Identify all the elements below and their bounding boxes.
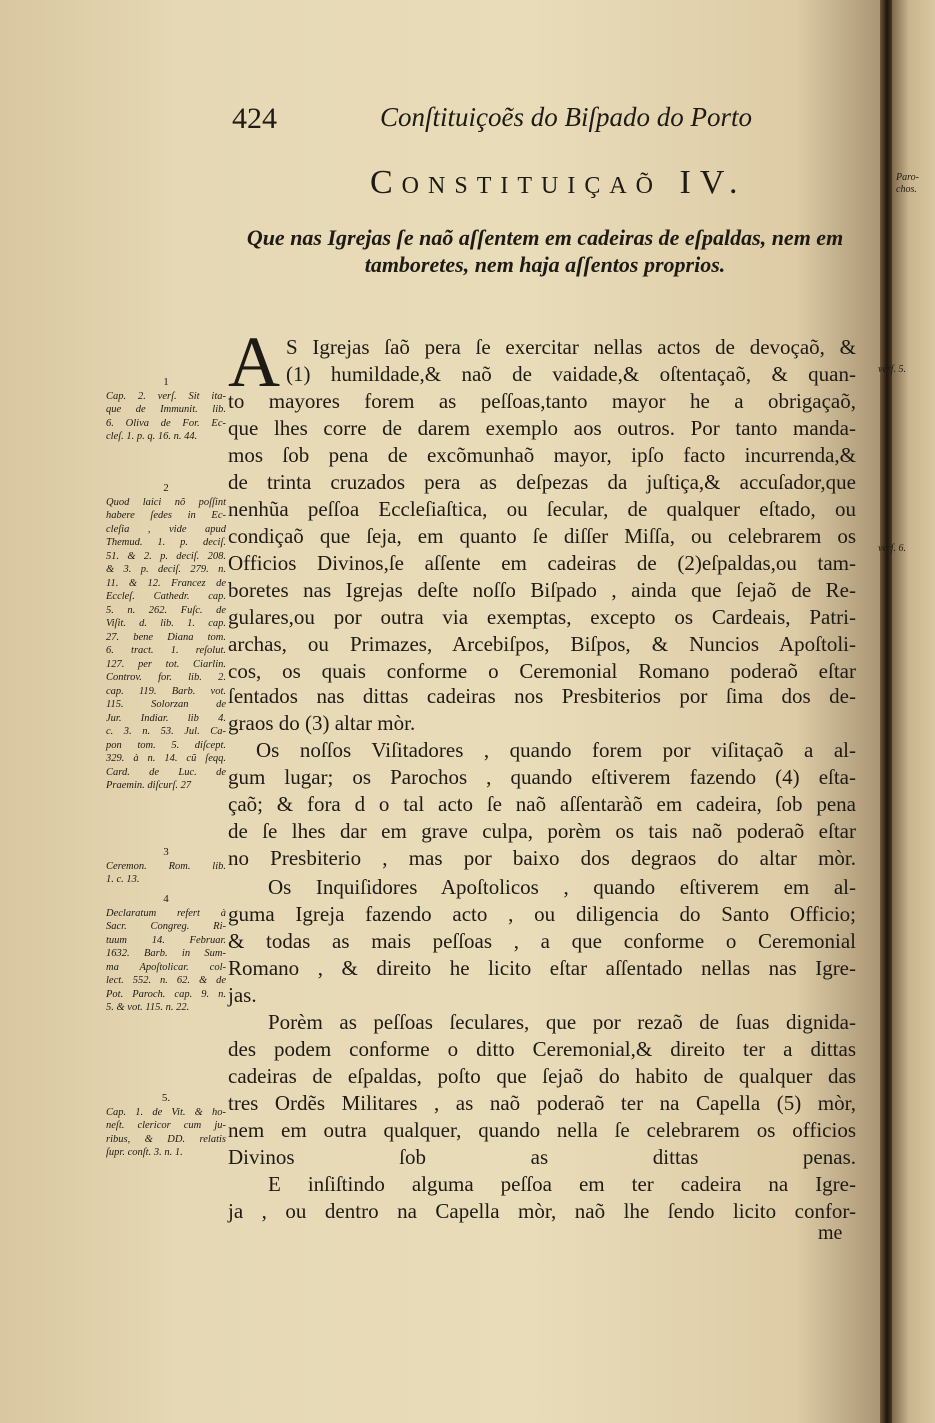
body-line: cadeiras de eſpaldas, poſto que ſejaõ do habito de qualquer das xyxy=(228,1064,856,1088)
subtitle-line: tamboretes, nem haja aſſentos proprios. xyxy=(364,252,726,277)
subtitle-line: Que nas Igrejas ſe naõ aſſentem em cadeiras de eſpaldas, nem em xyxy=(246,225,844,250)
note-line: 115. Solorzan de xyxy=(106,699,226,710)
body-line: guma Igreja fazendo acto , ou diligencia do Santo Officio; xyxy=(228,902,856,926)
body-line: to mayores forem as peſſoas,tanto mayor he a obrigaçaõ, xyxy=(228,389,856,413)
note-number: 4 xyxy=(163,893,169,905)
catchword: me xyxy=(818,1222,843,1244)
note-line: tuum 14. Februar. xyxy=(106,934,226,946)
body-line: que lhes corre de darem exemplo aos outros. Por tanto manda- xyxy=(228,416,856,440)
body-line: Officios Divinos,ſe aſſente em cadeiras de (2)eſpaldas,ou tam- xyxy=(228,551,856,575)
note-line: 5. n. 262. Fuſc. de xyxy=(106,604,226,616)
note-line: Card. de Luc. de xyxy=(106,766,226,778)
body-line: no Presbiterio , mas por baixo dos degraos do altar mòr. xyxy=(228,846,856,870)
note-line: ribus, & DD. relatis xyxy=(106,1133,226,1145)
marginal-note xyxy=(106,482,226,793)
body-line: tres Ordẽs Militares , as naõ poderaõ ter na Capella (5) mòr, xyxy=(228,1091,856,1115)
body-line: E inſiſtindo alguma peſſoa em ter cadeira na Igre- xyxy=(268,1172,856,1196)
note-line: habere ſedes in Ec- xyxy=(106,510,226,521)
note-line: Ceremon. Rom. lib. xyxy=(106,860,226,872)
note-line: Declaratum refert à xyxy=(106,907,226,919)
body-line: archas, ou Primazes, Arcebiſpos, Biſpos, & Nuncios Apoſtoli- xyxy=(228,632,856,656)
body-line: çaõ; & fora d o tal acto ſe naõ aſſentaràõ em cadeira, ſob pena xyxy=(228,792,856,816)
note-line: ſupr. conſt. 3. n. 1. xyxy=(106,1147,183,1158)
note-line: neſt. clericor cum ju- xyxy=(106,1120,226,1131)
page-number: 424 xyxy=(232,102,277,135)
body-line: jas. xyxy=(228,983,257,1007)
note-line: cap. 119. Barb. vot. xyxy=(106,685,226,697)
body-line: Os noſſos Viſitadores , quando forem por viſitaçaõ a al- xyxy=(256,738,856,762)
body-line: mos ſob pena de excõmunhaõ mayor, ipſo facto incurrenda,& xyxy=(228,443,856,467)
note-line: 11. & 12. Francez de xyxy=(106,577,226,589)
note-line: cleſ. 1. p. q. 16. n. 44. xyxy=(106,431,198,442)
marginal-note xyxy=(106,893,226,1015)
note-line: Cap. 1. de Vit. & ho- xyxy=(106,1106,226,1118)
marginal-note xyxy=(106,1092,226,1160)
note-line: 1. c. 13. xyxy=(106,874,140,885)
body-line: des podem conforme o ditto Ceremonial,& direito ter a dittas xyxy=(228,1037,856,1061)
note-line: 51. & 2. p. deciſ. 208. xyxy=(106,550,226,562)
body-line: ja , ou dentro na Capella mòr, naõ lhe ſendo licito confor- xyxy=(228,1199,856,1223)
body-line: nenhũa peſſoa Eccleſiaſtica, ou ſecular, de qualquer eſtado, ou xyxy=(228,497,856,521)
note-line: 127. per tot. Ciarlin. xyxy=(106,658,226,670)
body-line: S Igrejas ſaõ pera ſe exercitar nellas actos de devoçaõ, & xyxy=(286,335,856,359)
chapter-title: Constituiçaõ IV. xyxy=(370,164,747,201)
body-line: Divinos ſob as dittas penas. xyxy=(228,1145,856,1169)
note-line: 329. à n. 14. cũ ſeqq. xyxy=(106,753,226,764)
body-line: de trinta cruzados pera as deſpezas da juſtiça,& accuſador,que xyxy=(228,470,856,494)
body-line: condiçaõ que ſeja, em quanto ſe diſſer Miſſa, ou celebrarem os xyxy=(228,524,856,548)
note-line: Cap. 2. verſ. Sit ita- xyxy=(106,390,226,402)
note-number: 3 xyxy=(163,846,169,858)
body-line: gum lugar; os Parochos , quando eſtiverem fazendo (4) eſta- xyxy=(228,765,856,789)
note-line: Themud. 1. p. deciſ. xyxy=(106,537,226,548)
drop-cap: A xyxy=(228,322,280,402)
note-line: cleſia , vide apud xyxy=(106,523,226,535)
note-line: 1632. Barb. in Sum- xyxy=(106,948,226,959)
note-line: 6. tract. 1. reſolut. xyxy=(106,645,226,656)
note-line: ma Apoſtolicar. col- xyxy=(106,961,226,973)
note-line: Viſit. d. lib. 1. cap. xyxy=(106,618,226,629)
body-line: de ſe lhes dar em grave culpa, porèm os tais naõ poderaõ eſtar xyxy=(228,819,856,843)
body-line: ſentados nas dittas cadeiras nos Presbiterios por ſima dos de- xyxy=(228,684,856,708)
right-margin-vers: verſ. 6. xyxy=(878,543,907,554)
note-line: c. 3. n. 53. Jul. Ca- xyxy=(106,726,226,737)
chapter-subtitle xyxy=(225,224,865,278)
body-line: Romano , & direito he licito eſtar aſſentado nellas nas Igre- xyxy=(228,956,856,980)
note-line: & 3. p. deciſ. 279. n. xyxy=(106,564,226,575)
note-line: lect. 552. n. 62. & de xyxy=(106,975,226,986)
note-line: Quod laici nõ poſſint xyxy=(106,496,226,508)
note-line: 27. bene Diana tom. xyxy=(106,631,226,643)
note-number: 1 xyxy=(163,376,169,388)
running-title: Conſtituiçoẽs do Biſpado do Porto xyxy=(380,102,752,132)
note-line: Jur. Indiar. lib 4. xyxy=(106,712,226,724)
body-line: Os Inquiſidores Apoſtolicos , quando eſtiverem em al- xyxy=(268,875,856,899)
note-line: 5. & vot. 115. n. 22. xyxy=(106,1002,190,1013)
note-line: 6. Oliva de For. Ec- xyxy=(106,417,226,429)
note-line: Eccleſ. Cathedr. cap. xyxy=(106,591,226,602)
body-line: nem em outra qualquer, quando nella ſe celebrarem os officios xyxy=(228,1118,856,1142)
note-line: Sacr. Congreg. Ri- xyxy=(106,921,226,932)
body-line: cos, os quais conforme o Ceremonial Romano poderaõ eſtar xyxy=(228,659,856,683)
note-line: Praemin. diſcurſ. 27 xyxy=(106,780,192,791)
body-line: graos do (3) altar mòr. xyxy=(228,711,416,735)
right-margin-note: Paro-chos. xyxy=(896,172,919,195)
note-line: que de Immunit. lib. xyxy=(106,404,226,415)
note-number: 5. xyxy=(161,1092,171,1104)
note-line: Controv. for. lib. 2. xyxy=(106,672,226,683)
right-margin-vers: verſ. 5. xyxy=(878,364,907,375)
note-number: 2 xyxy=(163,482,169,494)
body-line: & todas as mais peſſoas , a que conforme o Ceremonial xyxy=(228,929,856,953)
body-line: Porèm as peſſoas ſeculares, que por rezaõ de ſuas dignida- xyxy=(268,1010,856,1034)
marginal-note xyxy=(106,846,226,887)
marginal-note xyxy=(106,376,226,444)
body-line: (1) humildade,& naõ de vaidade,& oſtentaçaõ, & quan- xyxy=(286,362,856,386)
body-line: gulares,ou por outra via exemptas, excepto os Cardeais, Patri- xyxy=(228,605,856,629)
facing-page-edge xyxy=(892,0,935,1423)
note-line: pon tom. 5. diſcept. xyxy=(106,739,226,751)
body-line: boretes nas Igrejas deſte noſſo Biſpado , ainda que ſejaõ de Re- xyxy=(228,578,856,602)
note-line: Pot. Paroch. cap. 9. n. xyxy=(106,988,226,1000)
